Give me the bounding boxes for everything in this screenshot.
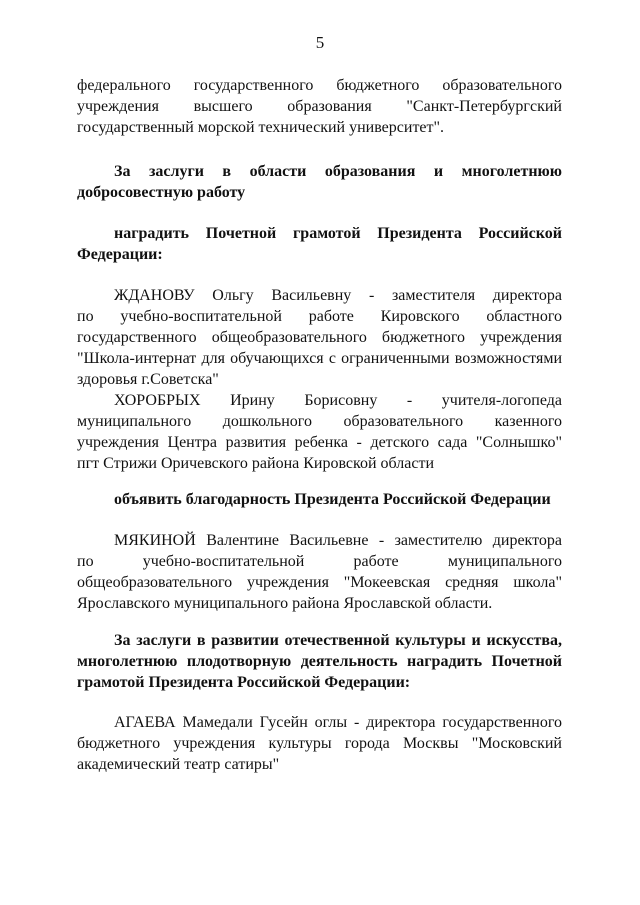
khorobrykh-paragraph [77, 390, 562, 474]
gratitude-heading [77, 489, 562, 510]
text-line: бюджетного учреждения культуры города Москвы "Московский [77, 735, 562, 752]
text-line: За заслуги в развитии отечественной культуры и искусства, [114, 632, 562, 649]
zhdanova-paragraph [77, 285, 562, 390]
text-line: Федерации: [77, 246, 163, 263]
text-line: государственный морской технический университет". [77, 119, 445, 136]
heading-education [77, 161, 562, 203]
text-line: АГАЕВА Мамедали Гусейн оглы - директора государственного [114, 714, 562, 731]
text-line: "Школа-интернат для обучающихся с ограниченными возможностями [77, 350, 562, 367]
text-line: пгт Стрижи Оричевского района Кировской области [77, 455, 435, 472]
text-line: ЖДАНОВУ Ольгу Васильевну - заместителя директора [114, 287, 562, 304]
text-line: объявить благодарность Президента Российской Федерации [114, 491, 551, 508]
text-line: государственного общеобразовательного бюджетного учреждения [77, 329, 562, 346]
myakinoy-paragraph [77, 530, 562, 614]
intro-paragraph [77, 75, 562, 138]
text-line: по учебно-воспитательной работе Кировского областного [77, 308, 562, 325]
text-line: За заслуги в области образования и многолетнюю [114, 163, 562, 180]
text-line: федерального государственного бюджетного образовательного [77, 77, 562, 94]
text-line: многолетнюю плодотворную деятельность наградить Почетной [77, 653, 562, 670]
text-line: учреждения высшего образования "Санкт-Петербургский [77, 98, 562, 115]
text-line: ХОРОБРЫХ Ирину Борисовну - учителя-логопеда [114, 392, 562, 409]
page-number: 5 [315, 33, 325, 52]
text-line: добросовестную работу [77, 184, 246, 201]
award-certificate-heading [77, 223, 562, 265]
text-line: Ярославского муниципального района Ярославской области. [77, 595, 493, 612]
text-line: учреждения Центра развития ребенка - детского сада "Солнышко" [77, 434, 562, 451]
text-line: общеобразовательного учреждения "Мокеевская средняя школа" [77, 574, 562, 591]
text-line: академический театр сатиры" [77, 756, 280, 773]
text-line: МЯКИНОЙ Валентине Васильевне - заместителю директора [114, 532, 562, 549]
heading-culture [77, 630, 562, 693]
text-line: наградить Почетной грамотой Президента Российской [114, 225, 562, 242]
text-line: грамотой Президента Российской Федерации: [77, 674, 411, 691]
text-line: по учебно-воспитательной работе муниципального [77, 553, 562, 570]
text-line: муниципального дошкольного образовательного казенного [77, 413, 562, 430]
text-line: здоровья г.Советска" [77, 371, 219, 388]
agaeva-paragraph [77, 712, 562, 775]
